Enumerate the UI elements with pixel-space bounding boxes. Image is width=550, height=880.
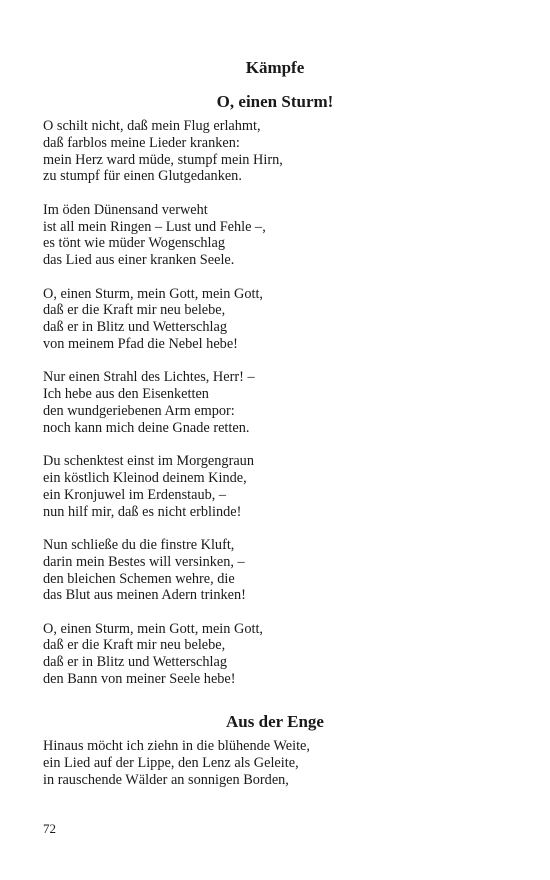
poem-title-1: O, einen Sturm!: [216, 92, 334, 111]
stanza: [43, 537, 523, 604]
verse-line: O schilt nicht, daß mein Flug erlahmt,: [43, 118, 261, 134]
verse-line: O, einen Sturm, mein Gott, mein Gott,: [43, 620, 263, 637]
verse-line: den wundgeriebenen Arm empor:: [43, 402, 235, 419]
verse-line: Nun schließe du die finstre Kluft,: [43, 536, 235, 553]
verse-line: den bleichen Schemen wehre, die: [43, 570, 235, 587]
verse-line: ein Kronjuwel im Erdenstaub, –: [43, 486, 227, 503]
verse-line: ist all mein Ringen – Lust und Fehle –,: [43, 218, 266, 235]
verse-line: es tönt wie müder Wogenschlag: [43, 235, 226, 252]
verse-line: daß er die Kraft mir neu belebe,: [43, 302, 226, 319]
poem-body-2: [43, 738, 523, 788]
stanza: [43, 453, 523, 520]
verse-line: den Bann von meiner Seele hebe!: [43, 671, 236, 688]
poem-body-1: [43, 118, 523, 688]
verse-line: Im öden Dünensand verweht: [43, 201, 208, 218]
verse-line: daß er in Blitz und Wetterschlag: [43, 319, 227, 336]
page-number: 72: [43, 821, 56, 836]
poem-title-2: Aus der Enge: [226, 712, 324, 731]
verse-line: Ich hebe aus den Eisenketten: [43, 386, 209, 403]
verse-line: nun hilf mir, daß es nicht erblinde!: [43, 503, 242, 520]
verse-line: Du schenktest einst im Morgengraun: [43, 453, 254, 470]
verse-line: mein Herz ward müde, stumpf mein Hirn,: [43, 151, 283, 168]
verse-line: O, einen Sturm, mein Gott, mein Gott,: [43, 285, 263, 302]
verse-line: das Lied aus einer kranken Seele.: [43, 252, 235, 269]
verse-line: ein köstlich Kleinod deinem Kinde,: [43, 469, 247, 486]
stanza: [43, 118, 523, 185]
verse-line: zu stumpf für einen Glutgedanken.: [43, 168, 242, 185]
verse-line: in rauschende Wälder an sonnigen Borden,: [43, 771, 289, 788]
verse-line: daß farblos meine Lieder kranken:: [43, 134, 240, 151]
stanza: [43, 738, 523, 788]
stanza: [43, 369, 523, 436]
stanza: [43, 286, 523, 353]
verse-line: das Blut aus meinen Adern trinken!: [43, 587, 246, 604]
verse-line: Hinaus möcht ich ziehn in die blühende Weite,: [43, 738, 310, 754]
verse-line: Nur einen Strahl des Lichtes, Herr! –: [43, 369, 255, 386]
section-title: Kämpfe: [245, 58, 305, 77]
verse-line: darin mein Bestes will versinken, –: [43, 553, 245, 570]
verse-line: daß er die Kraft mir neu belebe,: [43, 637, 226, 654]
stanza: [43, 202, 523, 269]
stanza: [43, 621, 523, 688]
verse-line: noch kann mich deine Gnade retten.: [43, 419, 250, 436]
verse-line: daß er in Blitz und Wetterschlag: [43, 654, 227, 671]
verse-line: von meinem Pfad die Nebel hebe!: [43, 335, 238, 352]
verse-line: ein Lied auf der Lippe, den Lenz als Geleite,: [43, 754, 299, 771]
